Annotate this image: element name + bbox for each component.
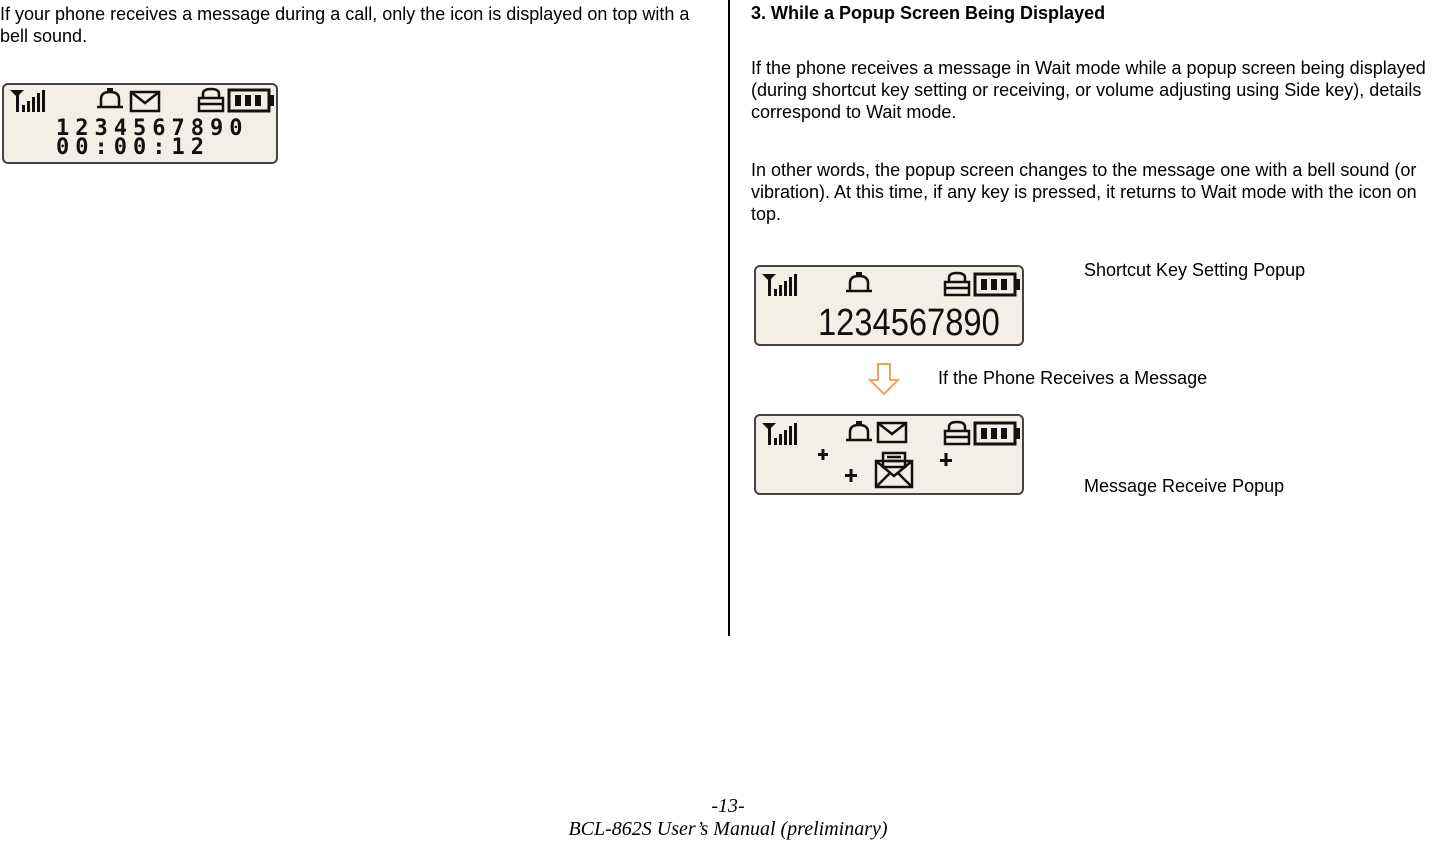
shortcut-number: 1234567890	[818, 302, 1000, 344]
envelope-icon	[878, 423, 906, 442]
lock-icon	[945, 422, 969, 444]
call-message-paragraph: If your phone receives a message during a call, only the icon is displayed on top with a bell sound.	[0, 4, 690, 46]
display-call-timer: 00:00:12	[56, 135, 210, 160]
lock-icon	[199, 89, 223, 111]
arrow-caption: If the Phone Receives a Message	[938, 368, 1208, 388]
popup-paragraph-2: In other words, the popup screen changes to the message one with a bell sound (or vibration). At this time, if any key is pressed, it returns to Wait mode with the icon on top.	[751, 160, 1417, 224]
battery-icon	[975, 274, 1020, 295]
display-phone-number: 1234567890	[56, 116, 249, 141]
column-divider	[728, 0, 730, 636]
message-caption: Message Receive Popup	[1084, 476, 1285, 496]
message-popup-display	[754, 414, 1024, 495]
lock-icon	[945, 273, 969, 295]
section-heading: 3. While a Popup Screen Being Displayed	[751, 3, 1106, 23]
signal-icon	[10, 90, 45, 112]
in-call-display	[2, 83, 278, 164]
manual-title: BCL-862S User’s Manual (preliminary)	[568, 818, 888, 840]
message-received-icon	[876, 453, 912, 487]
envelope-icon	[131, 92, 159, 111]
battery-icon	[975, 423, 1020, 444]
battery-icon	[229, 90, 274, 111]
shortcut-caption: Shortcut Key Setting Popup	[1084, 260, 1306, 280]
signal-icon	[762, 274, 797, 296]
bell-icon	[97, 88, 123, 107]
bell-icon	[846, 421, 872, 440]
bell-icon	[846, 272, 872, 291]
page-number: -13-	[711, 795, 745, 817]
signal-icon	[762, 423, 797, 445]
down-arrow-icon	[868, 362, 900, 396]
shortcut-popup-display	[754, 265, 1024, 346]
status-icons	[756, 416, 1026, 497]
popup-paragraph-1: If the phone receives a message in Wait mode while a popup screen being displayed (during shortcut key setting or receiving, or volume adjusting using Side key), details correspond to Wait mode.	[751, 58, 1426, 122]
